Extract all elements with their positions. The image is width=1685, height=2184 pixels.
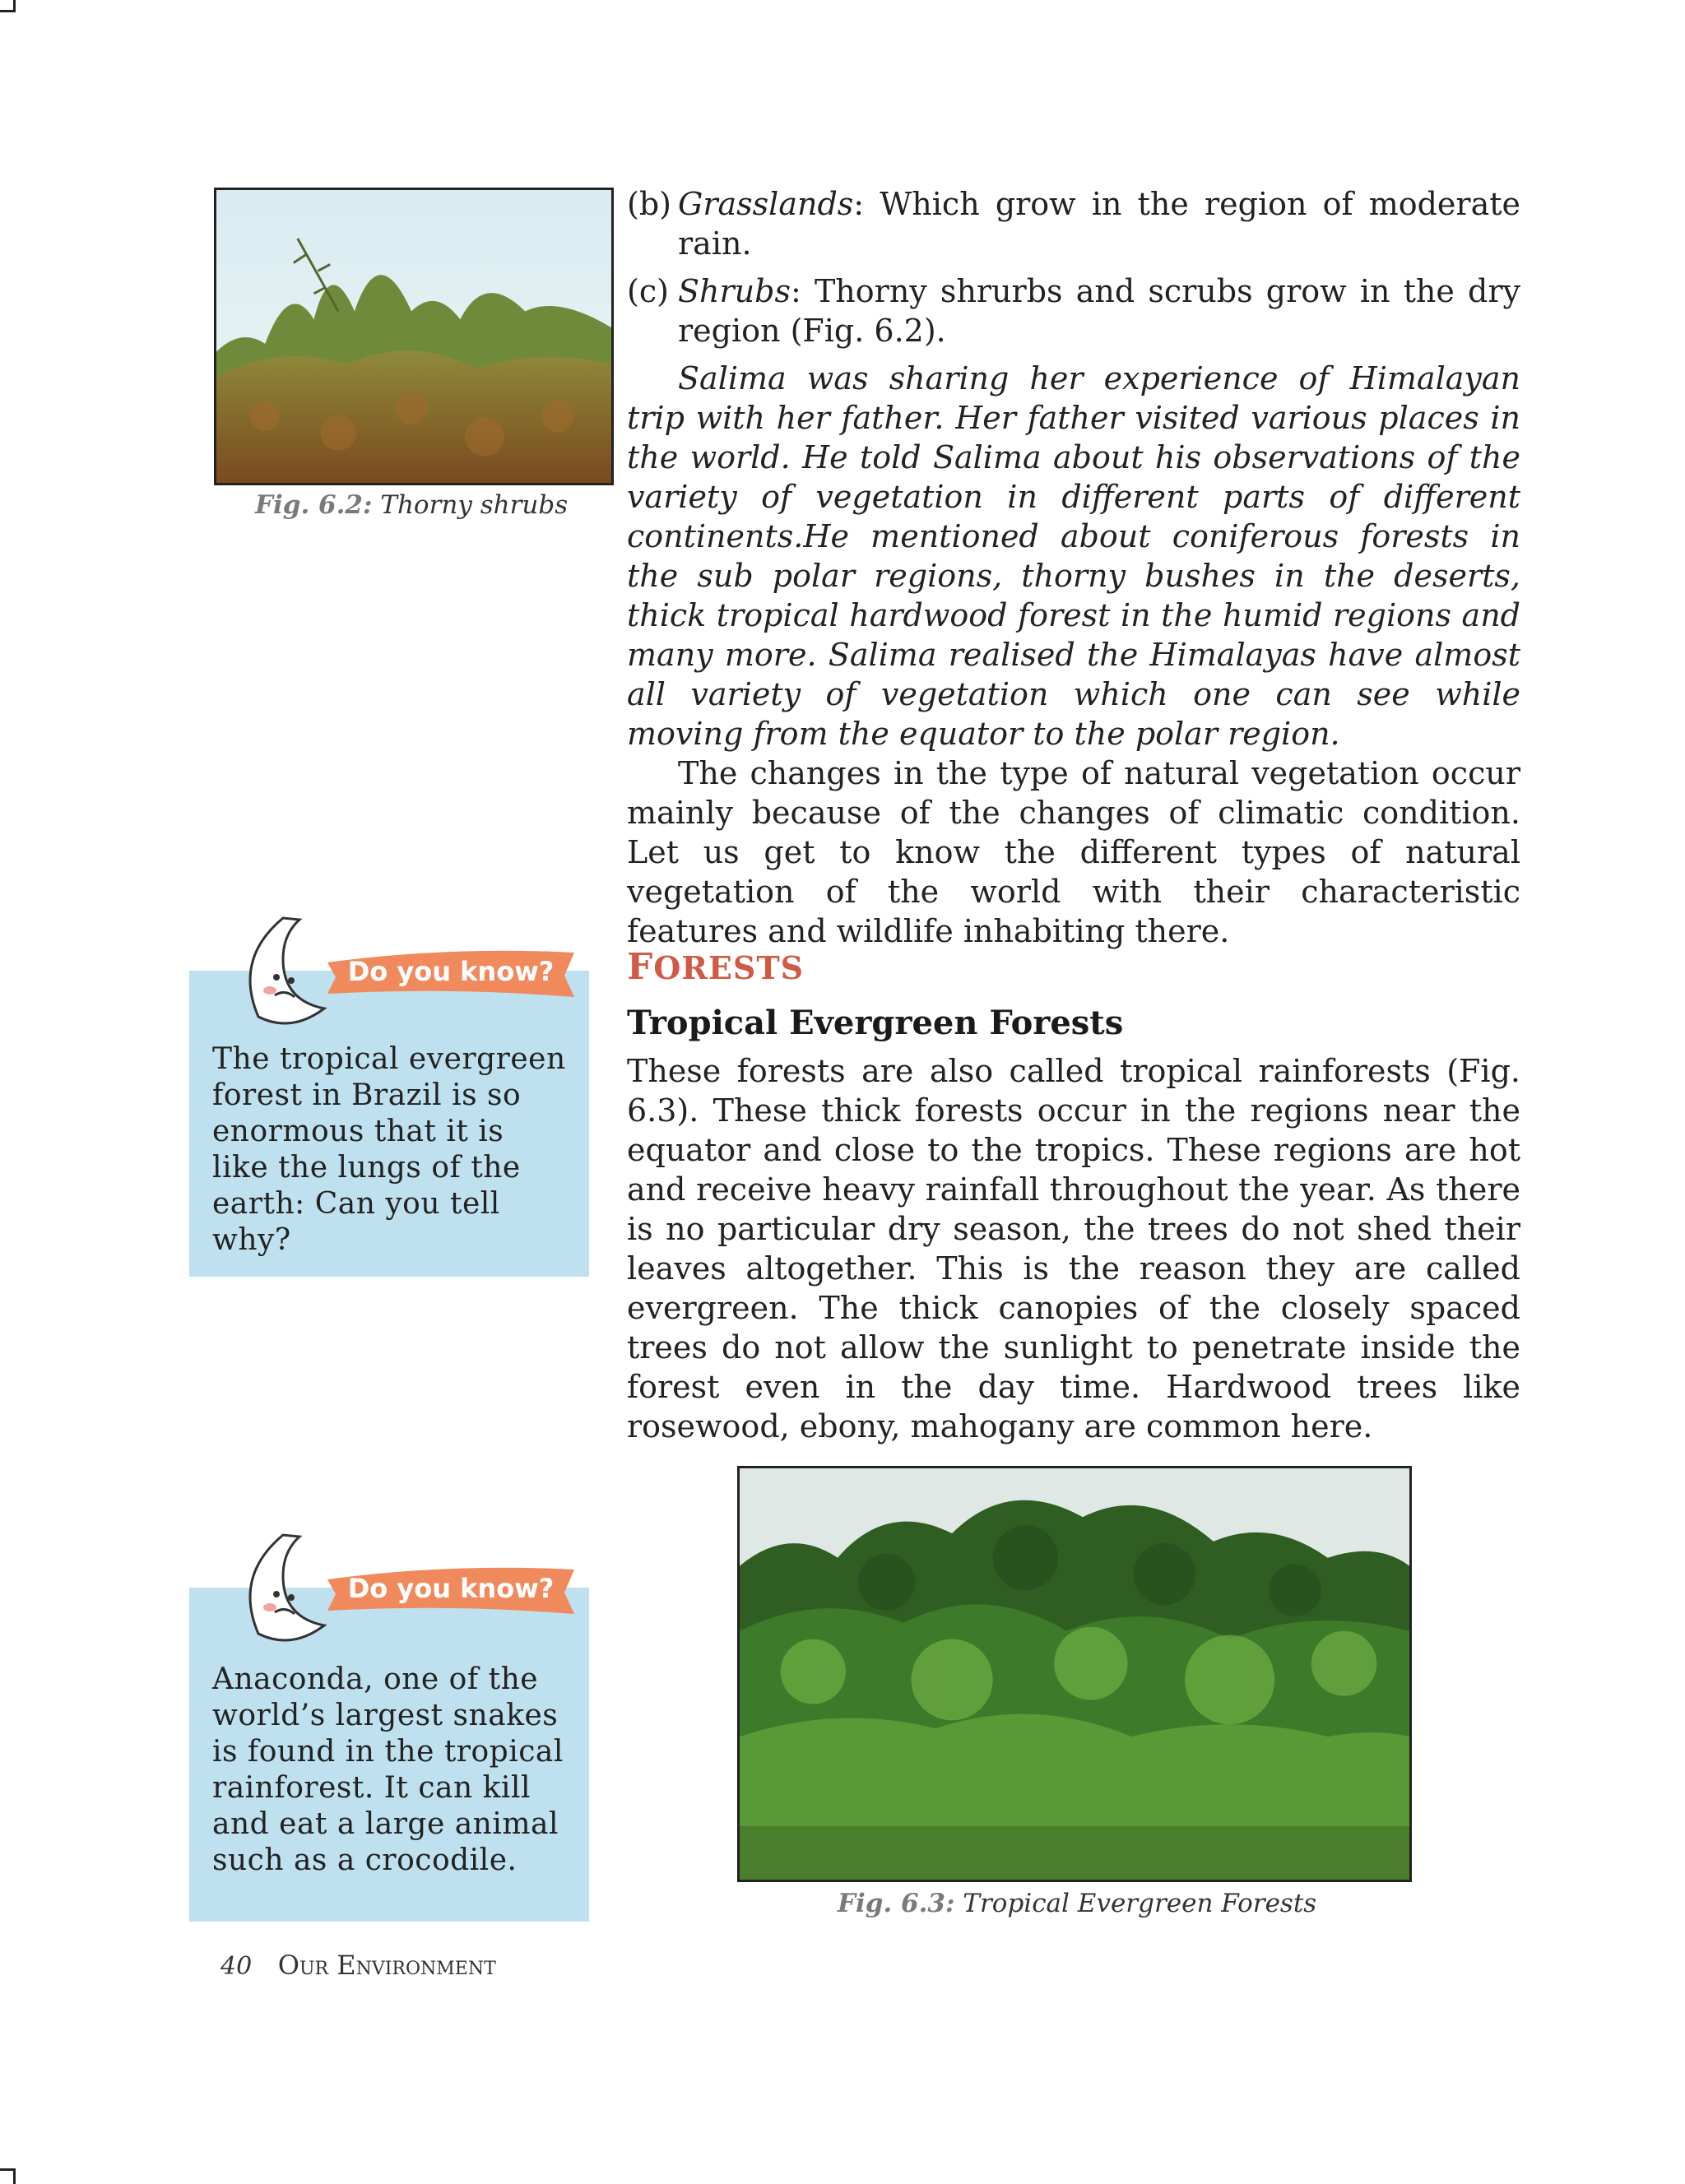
crop-mark-top <box>0 0 16 12</box>
list-term: Grasslands <box>678 186 854 222</box>
story-paragraph: Salima was sharing her experience of Himalayan trip with her father. Her father visited various places in the world. He told Salima about his observations of the variety of vegetation in different parts of different continents.He mentioned about coniferous forests in the sub polar regions, thorny bushes in the deserts, thick tropical hardwood forest in the humid regions and many more. Salima realised the Himalayas have almost all variety of vegetation which one can see while moving from the equator to the polar region. <box>627 360 1520 752</box>
evergreen-forest-image <box>740 1468 1409 1880</box>
forests-paragraph: These forests are also called tropical rainforests (Fig. 6.3). These thick forests occur in the regions near the equator and close to the tropics. These regions are hot and receive heavy rainfall throughout the year. As there is no particular dry season, the trees do not shed their leaves altogether. This is the reason they are called evergreen. The thick canopies of the closely spaced trees do not allow the sunlight to penetrate inside the forest even in the day time. Hardwood trees like rosewood, ebony, mahogany are common here. <box>627 1053 1520 1444</box>
did-you-know-text: The tropical evergreen forest in Brazil is so enormous that it is like the lungs of the earth: Can you tell why? <box>212 1042 566 1257</box>
did-you-know-box <box>189 1573 589 1922</box>
list-label: (b) <box>627 186 671 222</box>
section-heading-rest: ORESTS <box>653 949 805 986</box>
did-you-know-ribbon <box>327 1565 574 1614</box>
figure-caption-6-2 <box>255 490 568 520</box>
book-title: Our Environment <box>277 1950 496 1981</box>
section-heading-initial: F <box>627 946 654 988</box>
did-you-know-title: Do you know? <box>347 956 555 987</box>
page-number: 40 <box>220 1952 253 1981</box>
figure-label: Fig. 6.3: <box>838 1889 955 1918</box>
page-footer <box>220 1950 496 1981</box>
did-you-know-text: Anaconda, one of the world’s largest snakes is found in the tropical rainforest. It can kill and eat a large animal such as a crocodile. <box>212 1662 564 1877</box>
section-heading <box>627 946 804 988</box>
list-term: Shrubs <box>678 273 791 309</box>
main-text-column <box>627 184 1520 951</box>
moon-mascot-icon <box>225 910 341 1033</box>
list-text: : Which grow in the region of moderate rain. <box>678 186 1520 262</box>
figure-caption-text: Thorny shrubs <box>380 490 569 520</box>
figure-label: Fig. 6.2: <box>255 490 373 520</box>
moon-mascot-icon <box>225 1527 341 1650</box>
figure-thorny-shrubs <box>214 188 614 485</box>
figure-evergreen-forest <box>737 1466 1412 1882</box>
list-label: (c) <box>627 273 669 309</box>
figure-caption-6-3 <box>838 1889 1316 1918</box>
crop-mark-bottom <box>0 2168 16 2184</box>
list-item <box>627 271 1520 350</box>
did-you-know-title: Do you know? <box>347 1573 555 1604</box>
list-text: : Thorny shrurbs and scrubs grow in the dry region (Fig. 6.2). <box>678 273 1520 349</box>
thorny-shrubs-image <box>216 190 611 483</box>
list-item <box>627 184 1520 263</box>
changes-paragraph: The changes in the type of natural vegetation occur mainly because of the changes of climatic condition. Let us get to know the different types of natural vegetation of the world with their characteristic features and wildlife inhabiting there. <box>627 755 1520 949</box>
did-you-know-box <box>189 956 589 1277</box>
did-you-know-ribbon <box>327 948 574 997</box>
figure-caption-text: Tropical Evergreen Forests <box>963 1889 1317 1918</box>
sub-heading: Tropical Evergreen Forests <box>627 1004 1124 1042</box>
forests-column <box>627 1051 1520 1446</box>
